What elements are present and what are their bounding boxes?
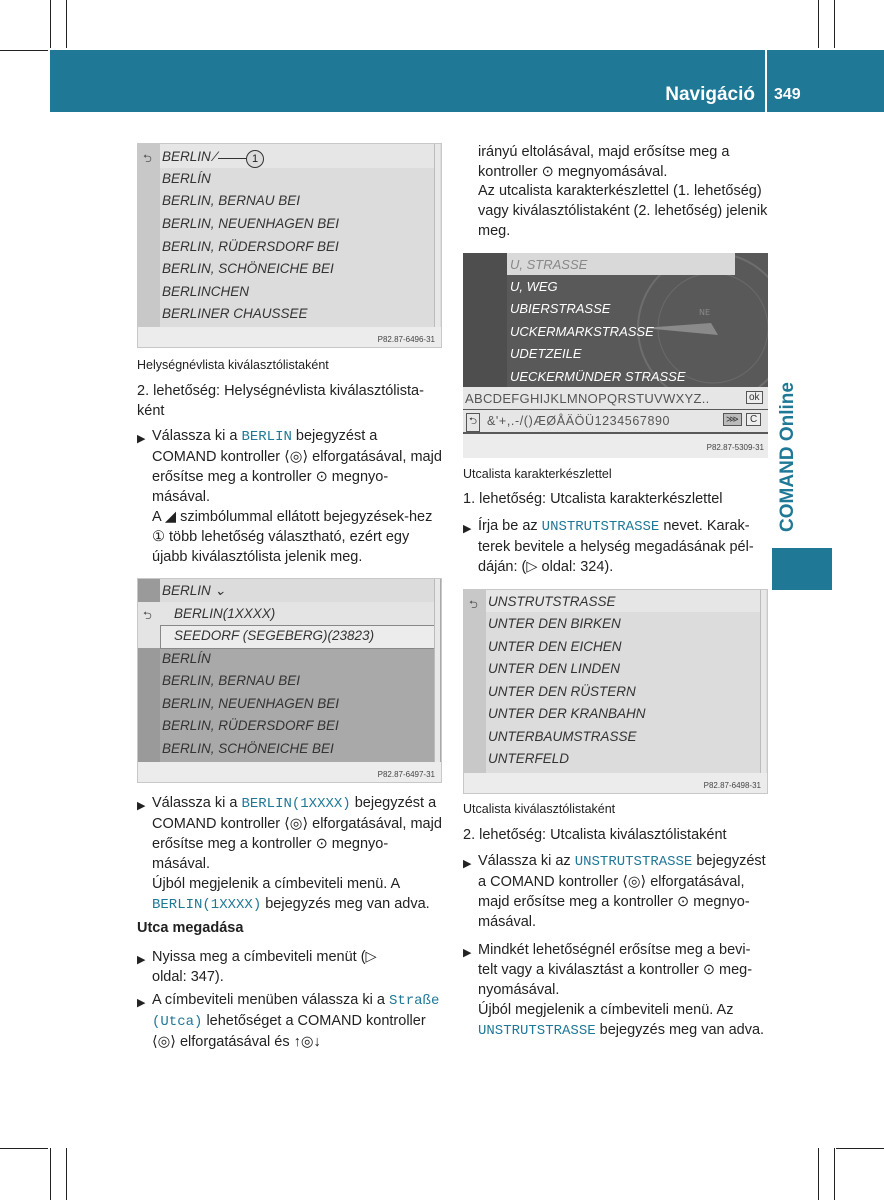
back-column <box>138 144 160 327</box>
side-chapter-label: COMAND Online <box>777 382 798 532</box>
bullet-icon: ▶ <box>137 954 146 966</box>
chapter-title: Navigáció <box>665 84 755 105</box>
back-icon: ⮌ <box>469 599 478 611</box>
left-panel <box>463 253 507 387</box>
back-icon: ⮌ <box>143 610 152 622</box>
bullet-text: Írja be az UNSTRUTSTRASSE nevet. Karak-terek bevitele a helység megadásának pél-dáján: (▷ oldal: 324). <box>478 518 754 575</box>
crop-mark <box>818 1148 819 1200</box>
crop-mark <box>50 1148 51 1200</box>
scrollbar <box>434 144 440 327</box>
option-text: 1. lehetőség: Utcalista karakterkészlettel <box>463 491 723 507</box>
crop-mark <box>50 0 51 48</box>
charset-symbols[interactable]: &'+,.-/()ÆØÅÄÖÜ1234567890 <box>487 414 671 428</box>
option-text: 2. lehetőség: Utcalista kiválasztólistaként <box>463 827 727 843</box>
street-row: U, WEG <box>510 279 558 294</box>
bullet-icon: ▶ <box>463 947 472 959</box>
list-item: BERLIN, SCHÖNEICHE BEI <box>162 741 334 756</box>
list-item: BERLIN, NEUENHAGEN BEI <box>162 216 340 231</box>
crop-mark <box>0 50 48 51</box>
bullet-text: A címbeviteli menüben válassza ki a Straße (Utca) lehetőséget a COMAND kontroller ⟨◎⟩ elforgatásával és ↑◎↓ <box>152 992 440 1050</box>
list-item: BERLIN, SCHÖNEICHE BEI <box>162 261 334 276</box>
list-item: BERLINER CHAUSSEE <box>162 306 308 321</box>
option-text: 2. lehetőség: Helységnévlista kiválasztólista-ként <box>137 383 424 419</box>
bullet-icon: ▶ <box>137 800 146 812</box>
scrollbar <box>760 590 766 773</box>
page-number: 349 <box>774 86 801 103</box>
figure-caption: Utcalista karakterkészlettel <box>463 467 612 481</box>
list-item: BERLIN, BERNAU BEI <box>162 673 301 688</box>
street-row: UBIERSTRASSE <box>510 301 611 316</box>
bullet-icon: ▶ <box>463 858 472 870</box>
list-item: UNTER DEN RÜSTERN <box>488 684 636 699</box>
crop-mark <box>66 1148 67 1200</box>
crop-mark <box>834 1148 835 1200</box>
bullet-icon: ▶ <box>137 433 146 445</box>
figure-code: P82.87-6496-31 <box>377 335 435 344</box>
figure-code: P82.87-6498-31 <box>703 781 761 790</box>
back-column <box>464 590 486 773</box>
figure-street-list <box>463 589 768 794</box>
figure-city-list <box>137 143 442 348</box>
list-item: UNTERBAUMSTRASSE <box>488 729 637 744</box>
list-item: UNTER DEN LINDEN <box>488 661 621 676</box>
list-item: UNTERFELD <box>488 751 570 766</box>
side-tab-block <box>772 548 832 590</box>
figure-sublist <box>137 578 442 783</box>
list-item: UNTER DEN EICHEN <box>488 639 622 654</box>
paragraph: irányú eltolásával, majd erősítse meg a kontroller ⊙ megnyomásával. <box>478 144 730 180</box>
crop-mark <box>818 0 819 48</box>
charset-letters[interactable]: ABCDEFGHIJKLMNOPQRSTUVWXYZ.. <box>465 391 710 406</box>
figure-code: P82.87-6497-31 <box>377 770 435 779</box>
list-item: BERLIN ⌄ <box>162 583 226 598</box>
list-item: BERLÍN <box>162 651 211 666</box>
bullet-icon: ▶ <box>463 523 472 535</box>
svg-text:NE: NE <box>699 308 711 317</box>
bullet-text: Válassza ki a BERLIN bejegyzést a COMAND kontroller ⟨◎⟩ elforgatásával, majd erősítse meg a kontroller ⊙ megnyo-másával. A ◢ szimbólummal ellátott bejegyzések-hez ① több lehetőség választható, ezért egy újabb kiválasztólista jelenik meg. <box>152 428 442 565</box>
crop-mark <box>0 1148 48 1149</box>
ok-button[interactable]: ok <box>746 391 763 404</box>
street-row: UECKERMÜNDER STRASSE <box>510 369 686 384</box>
list-item: BERLÍN <box>162 171 211 186</box>
speller-icon[interactable]: ⋙ <box>723 413 742 426</box>
list-item: BERLIN, RÜDERSDORF BEI <box>162 239 339 254</box>
list-item: UNTER DEN BIRKEN <box>488 616 621 631</box>
figure-caption: Utcalista kiválasztólistaként <box>463 802 616 816</box>
header-band <box>50 50 884 112</box>
back-icon: ⮌ <box>143 153 152 165</box>
list-item: BERLIN, RÜDERSDORF BEI <box>162 718 339 733</box>
list-item: BERLIN, NEUENHAGEN BEI <box>162 696 340 711</box>
list-item: BERLIN, BERNAU BEI <box>162 193 301 208</box>
crop-mark <box>66 0 67 48</box>
bullet-text: Válassza ki a BERLIN(1XXXX) bejegyzést a COMAND kontroller ⟨◎⟩ elforgatásával, majd erősítse meg a kontroller ⊙ megnyo-másával. Újból megjelenik a címbeviteli menü. A BERLIN(1XXXX) bejegyzés meg van adva. <box>152 795 442 913</box>
figure-code: P82.87-5309-31 <box>706 443 764 452</box>
crop-mark <box>836 1148 884 1149</box>
list-item: BERLIN ⁄ <box>162 149 217 164</box>
scrollbar <box>434 579 440 762</box>
crop-mark <box>834 0 835 48</box>
list-item: UNTER DER KRANBAHN <box>488 706 646 721</box>
popup-item: BERLIN(1XXXX) <box>174 606 276 621</box>
header-separator <box>765 50 767 112</box>
street-row: U, STRASSE <box>510 257 588 272</box>
list-item: BERLINCHEN <box>162 284 250 299</box>
bullet-text: Válassza ki az UNSTRUTSTRASSE bejegyzést a COMAND kontroller ⟨◎⟩ elforgatásával, majd erősítse meg a kontroller ⊙ megnyo-másával. <box>478 853 766 930</box>
bullet-text: Mindkét lehetőségnél erősítse meg a bevi-telt vagy a kiválasztást a kontroller ⊙ meg-nyomásával. Újból megjelenik a címbeviteli menü. Az UNSTRUTSTRASSE bejegyzés meg van adva. <box>478 942 765 1039</box>
clear-button[interactable]: C <box>746 413 761 426</box>
street-row: UDETZEILE <box>510 346 582 361</box>
figure-caption: Helységnévlista kiválasztólistaként <box>137 358 329 372</box>
figure-street-charset <box>463 253 768 458</box>
bullet-icon: ▶ <box>137 997 146 1009</box>
paragraph: Az utcalista karakterkészlettel (1. lehetőség) vagy kiválasztólistaként (2. lehetőség) jelenik meg. <box>478 183 768 239</box>
street-row: UCKERMARKSTRASSE <box>510 324 654 339</box>
list-item: UNSTRUTSTRASSE <box>488 594 616 609</box>
callout-number: 1 <box>246 150 264 168</box>
back-icon[interactable]: ⮌ <box>466 413 480 432</box>
section-heading: Utca megadása <box>137 920 244 936</box>
popup-item: SEEDORF (SEGEBERG)(23823) <box>174 628 375 643</box>
bullet-text: Nyissa meg a címbeviteli menüt (▷ oldal: 347). <box>152 949 377 985</box>
